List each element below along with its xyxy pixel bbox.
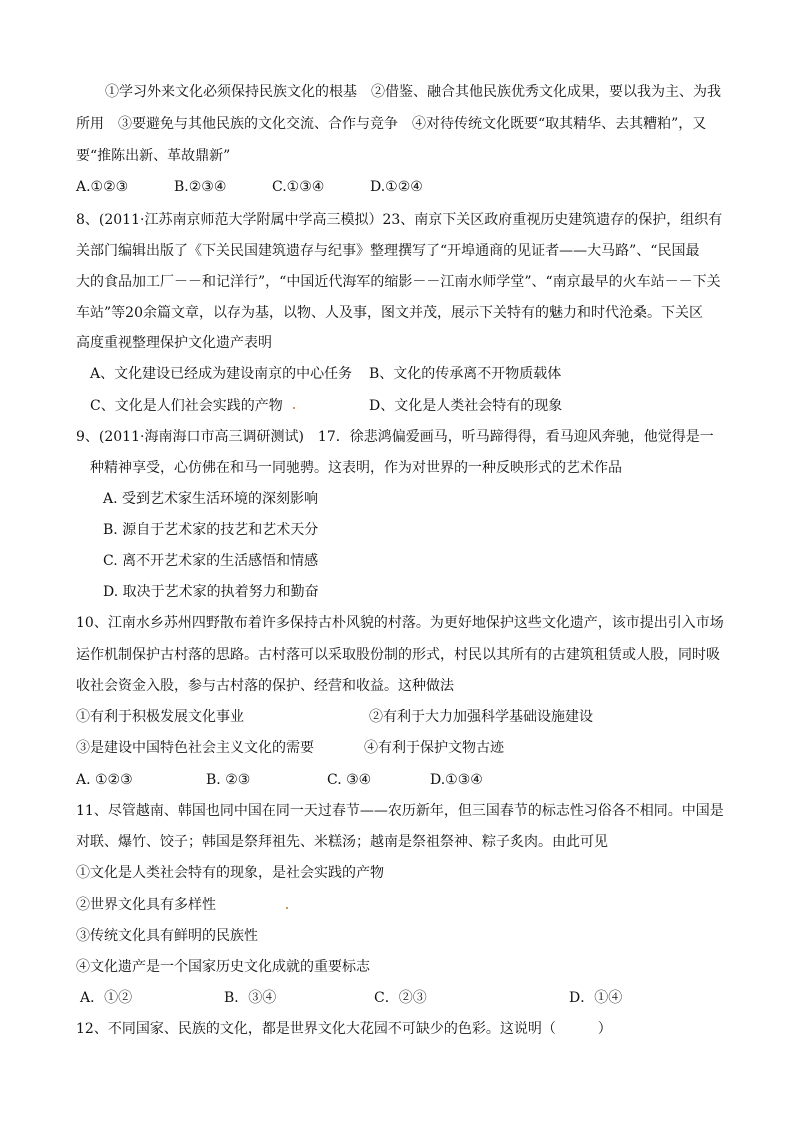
- q10-option-b: B. ②③: [206, 772, 251, 788]
- q10-option-d: D.①③④: [430, 772, 483, 788]
- q10-statement-2: ②有利于大力加强科学基础设施建设: [369, 709, 593, 725]
- q10-statement-4: ④有利于保护文物古迹: [364, 740, 504, 756]
- q12-stem-line-1: 12、不同国家、民族的文化，都是世界文化大花园不可缺少的色彩。这说明（ ）: [76, 1021, 612, 1037]
- q7-option-c: C.①③④: [272, 179, 325, 195]
- q7-option-a: A.①②③: [76, 179, 129, 195]
- q9-option-c: C. 离不开艺术家的生活感悟和情感: [103, 553, 319, 569]
- q10-option-c: C. ③④: [327, 772, 372, 788]
- q11-option-a: A．①②: [80, 990, 133, 1006]
- q10-option-a: A. ①②③: [76, 772, 133, 788]
- q7-statement-line-2: 所用 ③要避免与其他民族的文化交流、合作与竞争 ④对待传统文化既要“取其精华、去其糟粕”，又: [76, 116, 707, 132]
- q11-statement-4: ④文化遗产是一个国家历史文化成就的重要标志: [76, 959, 370, 975]
- q7-option-d: D.①②④: [370, 179, 423, 195]
- q8-option-c: C、文化是人们社会实践的产物: [90, 398, 283, 414]
- q11-stem-line-1: 11、尽管越南、韩国也同中国在同一天过春节——农历新年，但三国春节的标志性习俗各不相同。中国是: [76, 803, 724, 819]
- q7-statement-line-1: ①学习外来文化必须保持民族文化的根基 ②借鉴、融合其他民族优秀文化成果，要以我为主、为我: [105, 84, 721, 100]
- q9-option-b: B. 源自于艺术家的技艺和艺术天分: [103, 522, 319, 538]
- q7-statement-line-3: 要“推陈出新、革故鼎新”: [76, 148, 231, 164]
- q8-stem-line-5: 高度重视整理保护文化遗产表明: [76, 335, 272, 351]
- q8-option-d: D、文化是人类社会特有的现象: [369, 398, 563, 414]
- q8-option-a: A、文化建设已经成为建设南京的中心任务: [90, 366, 353, 382]
- stray-mark: [286, 907, 288, 909]
- q9-stem-line-2: 种精神享受，心仿佛在和马一同驰骋。这表明，作为对世界的一种反映形式的艺术作品: [90, 460, 622, 476]
- q11-stem-line-2: 对联、爆竹、饺子；韩国是祭拜祖先、米糕汤；越南是祭祖祭神、粽子炙肉。由此可见: [76, 834, 608, 850]
- q11-statement-1: ①文化是人类社会特有的现象，是社会实践的产物: [76, 865, 384, 881]
- q7-option-b: B.②③④: [174, 179, 227, 195]
- stray-mark: [293, 407, 295, 409]
- q10-stem-line-1: 10、江南水乡苏州四野散布着许多保持古朴风貌的村落。为更好地保护这些文化遗产，该市提出引入市场: [76, 615, 724, 631]
- q8-stem-line-4: 车站”等20余篇文章，以存为基，以物、人及事，图文并茂，展示下关特有的魅力和时代沧桑。下关区: [76, 305, 703, 321]
- q10-statement-3: ③是建设中国特色社会主义文化的需要: [76, 740, 314, 756]
- q11-option-c: C．②③: [374, 990, 427, 1006]
- q8-stem-line-3: 大的食品加工厂－－和记洋行”，“中国近代海军的缩影－－江南水师学堂”、“南京最早的火车站－－下关: [76, 274, 721, 290]
- q8-stem-line-2: 关部门编辑出版了《下关民国建筑遗存与纪事》整理撰写了“开埠通商的见证者——大马路”、“民国最: [76, 243, 700, 259]
- q11-statement-2: ②世界文化具有多样性: [76, 897, 216, 913]
- q11-option-d: D．①④: [569, 990, 623, 1006]
- q10-stem-line-2: 运作机制保护古村落的思路。古村落可以采取股份制的形式，村民以其所有的古建筑租赁或人股，同时吸: [76, 647, 720, 663]
- q10-stem-line-3: 收社会资金入股，参与古村落的保护、经营和收益。这种做法: [76, 678, 454, 694]
- q11-option-b: B．③④: [224, 990, 277, 1006]
- q11-statement-3: ③传统文化具有鲜明的民族性: [76, 928, 258, 944]
- q9-option-a: A. 受到艺术家生活环境的深刻影响: [103, 491, 319, 507]
- q9-option-d: D. 取决于艺术家的执着努力和勤奋: [103, 584, 319, 600]
- q8-stem-line-1: 8、(2011·江苏南京师范大学附属中学高三模拟）23、南京下关区政府重视历史建筑遗存的保护，组织有: [76, 212, 723, 228]
- q8-option-b: B、文化的传承离不开物质载体: [369, 366, 562, 382]
- q9-stem-line-1: 9、(2011·海南海口市高三调研测试) 17．徐悲鸿偏爱画马，听马蹄得得，看马迎风奔驰，他觉得是一: [76, 429, 714, 445]
- q10-statement-1: ①有利于积极发展文化事业: [76, 709, 244, 725]
